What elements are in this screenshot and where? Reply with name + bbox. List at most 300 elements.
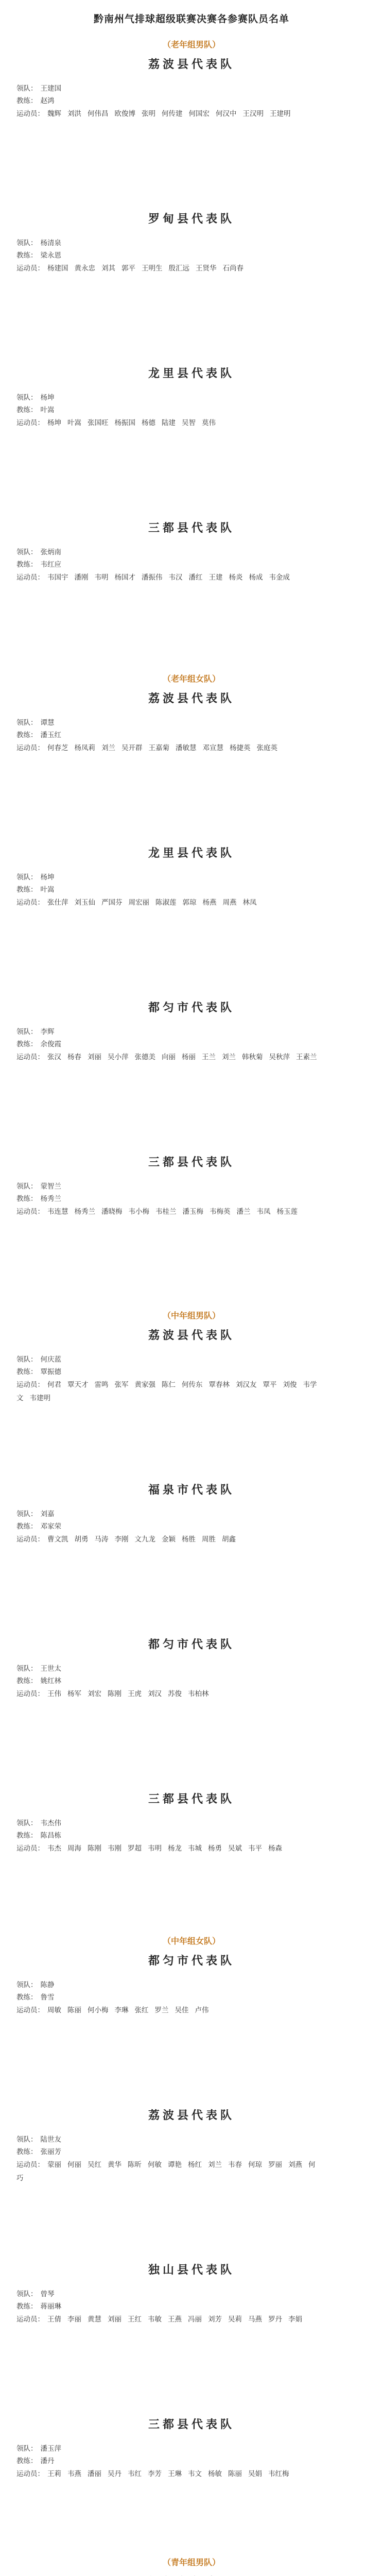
- player-name: 刘汉友: [236, 1381, 257, 1389]
- team-leader-label: 领队：: [16, 548, 38, 556]
- player-name: 何春芝: [47, 744, 68, 752]
- player-name: 周燕: [222, 899, 237, 907]
- player-name: 潘振伟: [142, 573, 163, 582]
- team-players: [16, 2467, 325, 2481]
- player-name: 韦红: [128, 2470, 142, 2478]
- player-name: 韦金成: [269, 573, 290, 582]
- team-players-label: 运动员：: [16, 1208, 44, 1216]
- team-leader: [16, 237, 367, 249]
- team-title: 龙里县代表队: [148, 367, 235, 380]
- team-players: [16, 2313, 325, 2326]
- player-name: 潘敏慧: [176, 744, 197, 752]
- player-name: 李芳: [148, 2470, 162, 2478]
- player-name: 刘兰: [208, 2161, 222, 2169]
- team-players: [16, 1050, 325, 1064]
- player-name: 韦小梅: [128, 1208, 149, 1216]
- player-name: 吴佳: [175, 2006, 189, 2014]
- player-name: 李丽: [67, 2315, 81, 2324]
- player-name: 杨丽: [182, 1053, 196, 1061]
- team-coach-label: 教练：: [16, 1368, 38, 1376]
- team-coach-label: 教练：: [16, 731, 38, 739]
- team-players-label: 运动员：: [16, 264, 44, 273]
- player-name: 李娟: [288, 2315, 302, 2324]
- player-name: 周海: [67, 1844, 81, 1853]
- player-name: 覃天才: [67, 1381, 89, 1389]
- player-name: 卢伟: [195, 2006, 209, 2014]
- team-leader-label: 领队：: [16, 1355, 38, 1364]
- team-title: 荔波县代表队: [148, 58, 235, 71]
- player-name: 王建明: [270, 110, 291, 118]
- player-name: 陈丽: [228, 2470, 242, 2478]
- team-title: 都匀市代表队: [148, 1001, 235, 1014]
- team-leader-label: 领队：: [16, 394, 38, 402]
- team-leader-value: 杨坤: [40, 873, 55, 882]
- team-players: [16, 1533, 325, 1546]
- document-title: 黔南州气排球超级联赛决赛各参赛队员名单: [93, 13, 289, 25]
- team-leader-label: 领队：: [16, 1182, 38, 1191]
- team-leader-value: 韦杰伟: [40, 1819, 61, 1827]
- player-name: 王明生: [142, 264, 163, 273]
- player-name: 杨振国: [114, 419, 135, 427]
- player-name: 韦汉: [168, 573, 183, 582]
- team-leader: [16, 717, 367, 729]
- team-players-label: 运动员：: [16, 1844, 44, 1853]
- player-name: 李刚: [114, 1535, 129, 1544]
- team-players: [16, 416, 325, 430]
- team-leader-value: 杨坤: [40, 394, 55, 402]
- player-name: 韦梅英: [210, 1208, 231, 1216]
- player-name: 韦学文: [16, 1381, 317, 1402]
- player-name: 杨森: [268, 1844, 282, 1853]
- player-name: 林凤: [242, 899, 257, 907]
- player-name: 潘玉梅: [182, 1208, 203, 1216]
- team-title: [0, 2573, 383, 2576]
- player-name: 杨秀兰: [74, 1208, 95, 1216]
- team-leader-value: 刘嘉: [40, 1510, 55, 1518]
- player-name: 李琳: [114, 2006, 129, 2014]
- player-name: 韦明: [148, 1844, 162, 1853]
- team-coach-value: 邓家荣: [40, 1522, 61, 1531]
- player-name: 陈丽: [67, 2006, 81, 2014]
- team-coach: [16, 2455, 367, 2467]
- group-header: （老年组男队）: [162, 40, 220, 49]
- team-title: 荔波县代表队: [148, 1329, 235, 1342]
- player-name: 殷汇远: [168, 264, 189, 273]
- player-name: 文九龙: [134, 1535, 155, 1544]
- player-name: 罗丹: [268, 2315, 282, 2324]
- player-name: 刘兰: [101, 744, 115, 752]
- player-name: 杨成: [249, 573, 263, 582]
- team-players: [16, 896, 325, 909]
- player-name: 魏辉: [47, 110, 61, 118]
- player-name: 何巧: [16, 2161, 316, 2182]
- player-name: 黄家强: [134, 1381, 155, 1389]
- player-name: 刘丽: [88, 1053, 101, 1061]
- player-name: 韦柏林: [188, 1690, 209, 1698]
- team-coach-value: 赵鸿: [40, 97, 55, 105]
- player-name: 周宏丽: [128, 899, 149, 907]
- team-coach-value: 韦红应: [40, 561, 61, 569]
- player-name: 韦敏: [148, 2315, 162, 2324]
- group-header: （中年组男队）: [162, 1311, 220, 1320]
- team-leader-value: 杨清泉: [40, 239, 61, 247]
- team-leader-value: 谭慧: [40, 719, 55, 727]
- player-name: 覃春林: [208, 1381, 230, 1389]
- player-name: 郭琼: [182, 899, 197, 907]
- team-title: 都匀市代表队: [148, 1638, 235, 1651]
- player-name: 王建: [208, 573, 223, 582]
- player-name: 胡鑫: [222, 1535, 236, 1544]
- team-leader-label: 领队：: [16, 873, 38, 882]
- team-coach-value: 潘玉红: [40, 731, 61, 739]
- player-name: 杨凤莉: [74, 744, 95, 752]
- player-name: 张红: [134, 2006, 149, 2014]
- player-name: 潘兰: [236, 1208, 251, 1216]
- player-name: 苏俊: [168, 1690, 182, 1698]
- team-title: 三都县代表队: [148, 1792, 235, 1806]
- player-name: 马涛: [94, 1535, 109, 1544]
- team-leader-value: 蒙智兰: [40, 1182, 61, 1191]
- player-name: 杨红: [188, 2161, 202, 2169]
- team-coach-value: 杨秀兰: [40, 1195, 61, 1203]
- team-leader: [16, 2288, 367, 2300]
- player-name: 杨炎: [229, 573, 243, 582]
- player-name: 潘丽: [88, 2470, 101, 2478]
- player-name: 周胜: [202, 1535, 216, 1544]
- team-players-label: 运动员：: [16, 419, 44, 427]
- player-name: 陈仁: [162, 1381, 176, 1389]
- team-leader-label: 领队：: [16, 239, 38, 247]
- team-leader-label: 领队：: [16, 1981, 38, 1989]
- player-name: 刘兰: [222, 1053, 236, 1061]
- player-name: 金颖: [162, 1535, 176, 1544]
- team-leader-label: 领队：: [16, 719, 38, 727]
- team-leader-value: 张炳南: [40, 548, 61, 556]
- team-players-label: 运动员：: [16, 1053, 44, 1061]
- player-name: 张庭英: [256, 744, 277, 752]
- team-coach-label: 教练：: [16, 2148, 38, 2156]
- team-players-label: 运动员：: [16, 1690, 44, 1698]
- team-title: 福泉市代表队: [148, 1483, 235, 1497]
- player-name: 何琼: [248, 2161, 262, 2169]
- player-name: 陈刚: [88, 1844, 101, 1853]
- player-name: 潘红: [188, 573, 203, 582]
- team-coach-value: 余俊霞: [40, 1040, 61, 1048]
- team-coach-value: 鲁雪: [40, 1993, 55, 2002]
- player-name: 何小梅: [88, 2006, 109, 2014]
- team-leader: [16, 1180, 367, 1193]
- team-players: [16, 1842, 325, 1855]
- player-name: 韦凤: [256, 1208, 271, 1216]
- team-coach: [16, 95, 367, 107]
- team-leader-label: 领队：: [16, 1665, 38, 1673]
- player-name: 潘晓梅: [101, 1208, 123, 1216]
- player-name: 韦城: [188, 1844, 202, 1853]
- player-name: 韦明: [94, 573, 109, 582]
- player-name: 陈昕: [128, 2161, 142, 2169]
- player-name: 韦刚: [108, 1844, 121, 1853]
- player-name: 潘刚: [74, 573, 89, 582]
- player-name: 王伟: [47, 1690, 61, 1698]
- team-players-label: 运动员：: [16, 573, 44, 582]
- player-name: 黄华: [108, 2161, 121, 2169]
- team-coach: [16, 2300, 367, 2313]
- team-title: 荔波县代表队: [148, 692, 235, 705]
- player-name: 邓宣慧: [202, 744, 223, 752]
- team-title: 三都县代表队: [148, 1156, 235, 1169]
- player-name: 韩秋菊: [242, 1053, 263, 1061]
- player-name: 何君: [47, 1381, 61, 1389]
- team-leader: [16, 546, 367, 558]
- team-players-label: 运动员：: [16, 744, 44, 752]
- team-players-label: 运动员：: [16, 1535, 44, 1544]
- player-name: 王贤华: [196, 264, 217, 273]
- team-leader-value: 陈静: [40, 1981, 55, 1989]
- team-leader-label: 领队：: [16, 1028, 38, 1036]
- team-leader: [16, 82, 367, 95]
- team-leader: [16, 871, 367, 884]
- player-name: 刘洪: [67, 110, 81, 118]
- player-name: 张国旺: [88, 419, 109, 427]
- team-leader-label: 领队：: [16, 2445, 38, 2453]
- team-title: 荔波县代表队: [148, 2109, 235, 2122]
- player-name: 冯丽: [188, 2315, 202, 2324]
- player-name: 覃平: [263, 1381, 277, 1389]
- team-leader: [16, 1026, 367, 1038]
- team-leader-value: 曾琴: [40, 2290, 55, 2298]
- player-name: 刘燕: [288, 2161, 302, 2169]
- team-coach-label: 教练：: [16, 1993, 38, 2002]
- team-coach: [16, 1038, 367, 1050]
- team-title: 独山县代表队: [148, 2263, 235, 2277]
- team-leader: [16, 1817, 367, 1829]
- player-name: 严国芬: [101, 899, 123, 907]
- player-name: 张仕萍: [47, 899, 68, 907]
- player-name: 何丽: [67, 2161, 81, 2169]
- team-coach-value: 潘丹: [40, 2457, 55, 2465]
- team-leader-value: 陆世友: [40, 2136, 61, 2144]
- player-name: 王汉明: [242, 110, 264, 118]
- team-players-label: 运动员：: [16, 2006, 44, 2014]
- player-name: 何汉中: [216, 110, 237, 118]
- player-name: 张德美: [134, 1053, 155, 1061]
- team-leader-value: 李辉: [40, 1028, 55, 1036]
- player-name: 马燕: [248, 2315, 262, 2324]
- player-name: 何国宏: [188, 110, 210, 118]
- team-coach-label: 教练：: [16, 2302, 38, 2311]
- team-players: [16, 1378, 325, 1405]
- player-name: 杨军: [67, 1690, 81, 1698]
- group-header: （老年组女队）: [162, 674, 220, 684]
- team-coach-label: 教练：: [16, 1677, 38, 1685]
- player-name: 杨勇: [208, 1844, 222, 1853]
- player-name: 黄永忠: [74, 264, 95, 273]
- team-coach-label: 教练：: [16, 561, 38, 569]
- team-coach-value: 姚红林: [40, 1677, 61, 1685]
- team-title: 三都县代表队: [148, 2418, 235, 2431]
- player-name: 郭平: [121, 264, 135, 273]
- team-leader: [16, 1508, 367, 1520]
- team-players: [16, 2004, 325, 2017]
- player-name: 王素兰: [296, 1053, 317, 1061]
- team-players-label: 运动员：: [16, 899, 44, 907]
- player-name: 蒙丽: [47, 2161, 61, 2169]
- player-name: 杨玉莲: [276, 1208, 298, 1216]
- team-coach: [16, 1193, 367, 1205]
- team-leader: [16, 2443, 367, 2455]
- team-coach-value: 梁永恩: [40, 251, 61, 260]
- player-name: 叶嵩: [67, 419, 81, 427]
- team-coach-value: 覃振德: [40, 1368, 61, 1376]
- player-name: 韦红梅: [268, 2470, 289, 2478]
- player-name: 罗丽: [268, 2161, 282, 2169]
- team-players: [16, 571, 325, 584]
- player-name: 石尚春: [222, 264, 243, 273]
- player-name: 刘丽: [108, 2315, 121, 2324]
- player-name: 何传东: [182, 1381, 203, 1389]
- player-name: 杨燕: [202, 899, 217, 907]
- player-name: 王琳: [168, 2470, 182, 2478]
- team-players-label: 运动员：: [16, 2470, 44, 2478]
- team-coach-label: 教练：: [16, 251, 38, 260]
- team-coach-value: 陈昌栋: [40, 1832, 61, 1840]
- player-name: 韦春: [228, 2161, 242, 2169]
- team-coach-label: 教练：: [16, 1040, 38, 1048]
- team-coach-label: 教练：: [16, 406, 38, 414]
- player-name: 黄慧: [88, 2315, 101, 2324]
- player-name: 罗超: [128, 1844, 142, 1853]
- team-coach-value: 张丽芳: [40, 2148, 61, 2156]
- player-name: 韦文: [188, 2470, 202, 2478]
- player-name: 何传建: [162, 110, 183, 118]
- team-title: 罗甸县代表队: [148, 212, 235, 226]
- team-leader: [16, 392, 367, 404]
- player-name: 吴丹: [108, 2470, 121, 2478]
- team-coach: [16, 249, 367, 262]
- player-name: 王倩: [47, 2315, 61, 2324]
- team-coach: [16, 404, 367, 416]
- team-leader-label: 领队：: [16, 1819, 38, 1827]
- player-name: 吴斌: [228, 1844, 242, 1853]
- group-header: （青年组男队）: [162, 2557, 220, 2567]
- team-coach: [16, 884, 367, 896]
- player-name: 雷鸣: [94, 1381, 109, 1389]
- team-players-label: 运动员：: [16, 2161, 44, 2169]
- player-name: 陆建: [162, 419, 176, 427]
- team-leader-label: 领队：: [16, 2136, 38, 2144]
- player-name: 张明: [142, 110, 155, 118]
- team-leader-value: 潘玉萍: [40, 2445, 61, 2453]
- player-name: 何敏: [148, 2161, 162, 2169]
- player-name: 杨胜: [182, 1535, 196, 1544]
- team-players-label: 运动员：: [16, 2315, 44, 2324]
- player-name: 吴开群: [121, 744, 143, 752]
- player-name: 刘其: [101, 264, 115, 273]
- team-leader-label: 领队：: [16, 2290, 38, 2298]
- player-name: 韦燕: [67, 2470, 81, 2478]
- player-name: 王兰: [202, 1053, 216, 1061]
- player-name: 王虎: [128, 1690, 142, 1698]
- team-players: [16, 741, 325, 755]
- player-name: 刘芳: [208, 2315, 222, 2324]
- player-name: 莫伟: [202, 419, 216, 427]
- team-leader: [16, 2133, 367, 2146]
- team-players-label: 运动员：: [16, 1381, 44, 1389]
- player-name: 韦杰: [47, 1844, 61, 1853]
- team-coach-label: 教练：: [16, 886, 38, 894]
- team-players: [16, 107, 325, 121]
- team-coach: [16, 1675, 367, 1687]
- player-name: 张军: [114, 1381, 129, 1389]
- player-name: 刘宏: [88, 1690, 101, 1698]
- team-coach-value: 蒋丽琳: [40, 2302, 61, 2311]
- team-leader-value: 何庆蓝: [40, 1355, 61, 1364]
- player-name: 杨捷英: [230, 744, 251, 752]
- team-coach-label: 教练：: [16, 1195, 38, 1203]
- player-name: 刘汉: [148, 1690, 162, 1698]
- team-title: 龙里县代表队: [148, 846, 235, 860]
- player-name: 王红: [128, 2315, 142, 2324]
- player-name: 杨建国: [47, 264, 68, 273]
- player-name: 杨敏: [208, 2470, 222, 2478]
- team-coach-label: 教练：: [16, 1832, 38, 1840]
- team-leader: [16, 1353, 367, 1366]
- team-title: 三都县代表队: [148, 521, 235, 535]
- team-coach: [16, 2146, 367, 2158]
- player-name: 陈刚: [108, 1690, 121, 1698]
- team-coach: [16, 1829, 367, 1842]
- player-name: 杨龙: [168, 1844, 182, 1853]
- player-name: 吴莉: [228, 2315, 242, 2324]
- player-name: 吴秋萍: [269, 1053, 290, 1061]
- team-players-label: 运动员：: [16, 110, 44, 118]
- player-name: 王燕: [168, 2315, 182, 2324]
- player-name: 韦连慧: [47, 1208, 68, 1216]
- player-name: 吴小萍: [108, 1053, 129, 1061]
- player-name: 谭艳: [168, 2161, 182, 2169]
- player-name: 韦建明: [29, 1394, 50, 1402]
- team-leader-value: 王世太: [40, 1665, 61, 1673]
- player-name: 王嘉菊: [148, 744, 169, 752]
- player-name: 杨国才: [114, 573, 135, 582]
- player-name: 何伟昌: [88, 110, 109, 118]
- team-coach: [16, 1520, 367, 1533]
- team-coach: [16, 1366, 367, 1378]
- player-name: 杨德: [142, 419, 155, 427]
- player-name: 吴红: [88, 2161, 101, 2169]
- team-title: 都匀市代表队: [148, 1954, 235, 1968]
- player-name: 吴娟: [248, 2470, 262, 2478]
- team-coach-label: 教练：: [16, 2457, 38, 2465]
- team-leader-label: 领队：: [16, 1510, 38, 1518]
- team-leader: [16, 1663, 367, 1675]
- team-players: [16, 1687, 325, 1701]
- team-coach-label: 教练：: [16, 1522, 38, 1531]
- player-name: 胡勇: [74, 1535, 89, 1544]
- team-coach-label: 教练：: [16, 97, 38, 105]
- player-name: 韦桂兰: [155, 1208, 177, 1216]
- team-coach: [16, 729, 367, 741]
- team-coach-value: 叶嵩: [40, 886, 55, 894]
- player-name: 韦国宇: [47, 573, 68, 582]
- player-name: 曹文凯: [47, 1535, 68, 1544]
- group-header: （中年组女队）: [162, 1936, 220, 1946]
- player-name: 刘玉仙: [74, 899, 95, 907]
- team-coach: [16, 558, 367, 571]
- team-leader-value: 王建国: [40, 84, 61, 93]
- player-name: 陈淑莲: [155, 899, 177, 907]
- player-name: 罗兰: [154, 2006, 169, 2014]
